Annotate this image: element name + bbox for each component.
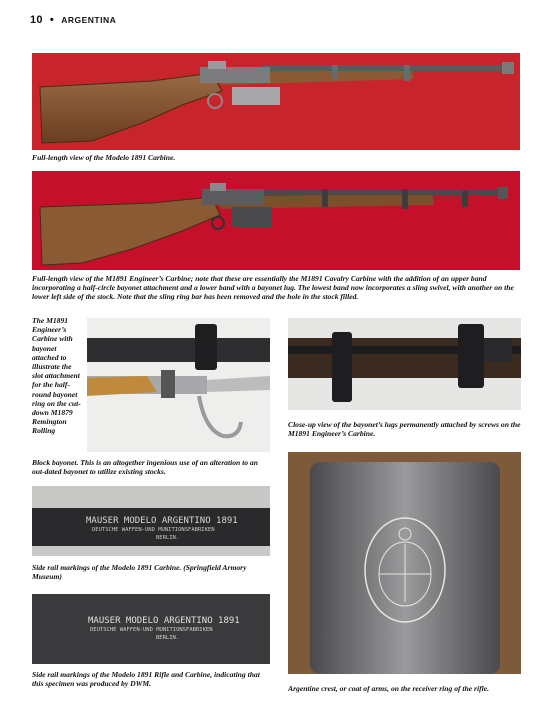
page-number: 10: [30, 14, 43, 26]
bayonet-lugs-photo: [288, 318, 521, 410]
rail-marking-line3: BERLIN.: [156, 535, 180, 541]
carbine-rail-markings-photo: [32, 486, 270, 556]
carbine-full-photo: [32, 53, 520, 150]
section-title: ARGENTINA: [61, 15, 117, 25]
engineer-carbine-photo: [32, 171, 520, 270]
running-header: [30, 14, 116, 26]
caption-rail-rifle: Side rail markings of the Modelo 1891 Rifle and Carbine, indicating that this specimen was produced by DWM.: [32, 670, 260, 689]
caption-engineer-full: Full-length view of the M1891 Engineer’s Carbine; note that these are essentially the M1891 Cavalry Carbine with the addition of an upper band incorporating a half-circle bayonet attachment and a lower band with a bayonet lug. The lowest band now incorporates a sling swivel, with another on the lower left side of the stock. Note that the sling ring bar has been removed and the hole in the stock filled.: [32, 274, 514, 302]
caption-lugs: Close-up view of the bayonet’s lugs permanently attached by screws on the M1891 Engineer’s Carbine.: [288, 420, 521, 439]
rifle-rail-markings-photo: [32, 594, 270, 664]
header-bullet: •: [49, 14, 54, 26]
rail-marking-line2: DEUTSCHE WAFFEN-UND MUNITIONSFABRIKEN: [90, 627, 213, 633]
argentine-crest-photo: [288, 452, 521, 674]
caption-rail-carbine: Side rail markings of the Modelo 1891 Carbine. (Springfield Armory Museum): [32, 563, 247, 582]
caption-crest: Argentine crest, or coat of arms, on the receiver ring of the rifle.: [288, 684, 490, 693]
rail-marking-line2: DEUTSCHE WAFFEN-UND MUNITIONSFABRIKEN: [92, 527, 215, 533]
caption-bayonet-side: The M1891 Engineer’s Carbine with bayonet attached to illustrate the slot attachment for the half-round bayonet ring on the cut-down M1879 Remington Rolling: [32, 316, 81, 436]
bayonet-attached-photo: [87, 318, 270, 452]
caption-bayonet-cont: Block bayonet. This is an altogether ingenious use of an alteration to an out-dated bayonet to utilize existing stocks.: [32, 458, 258, 477]
caption-carbine-full: Full-length view of the Modelo 1891 Carbine.: [32, 153, 176, 162]
rail-marking-line3: BERLIN.: [156, 635, 180, 641]
rail-marking-line1: MAUSER MODELO ARGENTINO 1891: [88, 616, 240, 626]
rail-marking-line1: MAUSER MODELO ARGENTINO 1891: [86, 516, 238, 526]
